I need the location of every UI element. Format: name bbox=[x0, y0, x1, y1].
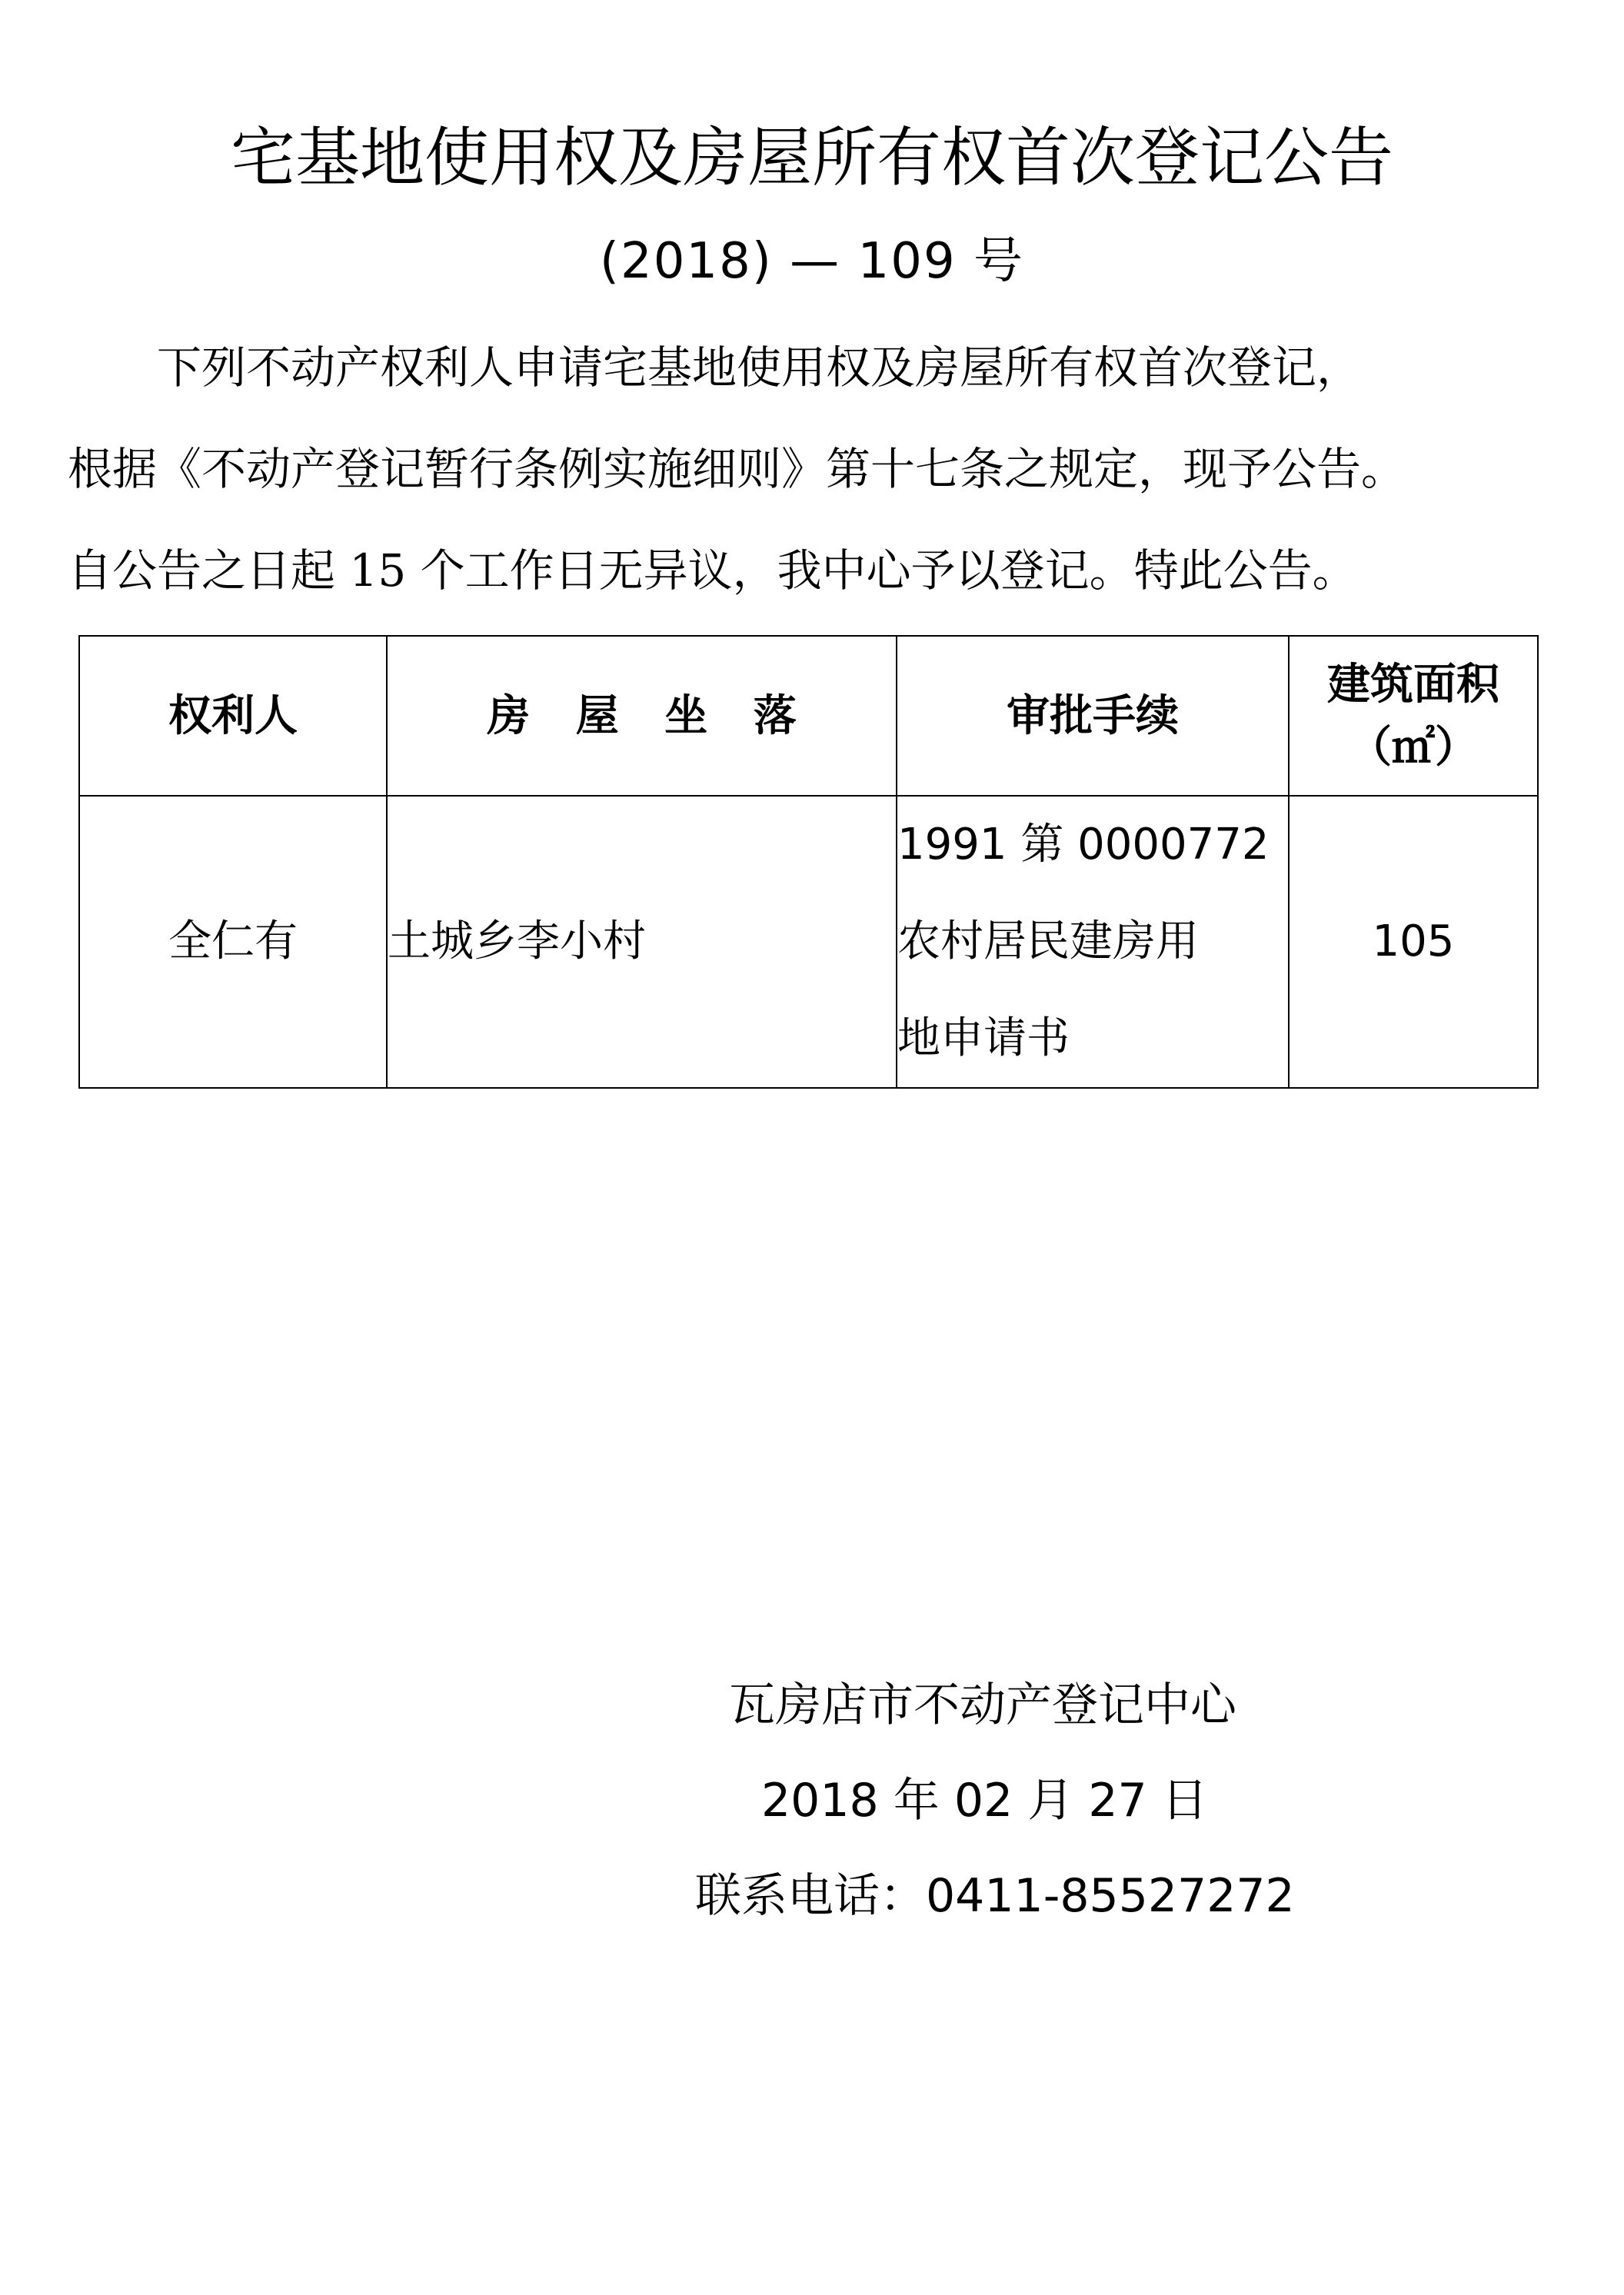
notice-paragraph bbox=[68, 317, 1575, 621]
notice-title: 宅基地使用权及房屋所有权首次登记公告 bbox=[230, 120, 1393, 195]
header-area bbox=[1289, 636, 1538, 796]
registration-table bbox=[78, 635, 1539, 1089]
cell-location: 土城乡李小村 bbox=[387, 796, 897, 1088]
approval-line-3: 地申请书 bbox=[897, 1013, 1070, 1063]
paragraph-line-2: 根据《不动产登记暂行条例实施细则》第十七条之规定，现予公告。 bbox=[68, 443, 1406, 495]
header-location bbox=[387, 636, 897, 796]
footer-contact: 联系电话：0411-85527272 bbox=[695, 1869, 1295, 1923]
table-row bbox=[79, 796, 1538, 1088]
footer-date: 2018 年 02 月 27 日 bbox=[761, 1774, 1208, 1828]
paragraph-line-3: 自公告之日起 15 个工作日无异议，我中心予以登记。特此公告。 bbox=[68, 544, 1357, 597]
table-header-row bbox=[79, 636, 1538, 796]
footer-organization: 瓦房店市不动产登记中心 bbox=[729, 1678, 1236, 1732]
approval-line-1: 1991 第 0000772 bbox=[897, 820, 1270, 870]
header-approval: 审批手续 bbox=[897, 636, 1289, 796]
header-area-label: 建筑面积 bbox=[1327, 659, 1499, 710]
paragraph-line-1: 下列不动产权利人申请宅基地使用权及房屋所有权首次登记， bbox=[157, 341, 1362, 394]
approval-line-2: 农村居民建房用 bbox=[897, 916, 1199, 966]
cell-holder: 全仁有 bbox=[79, 796, 387, 1088]
header-area-unit: （㎡） bbox=[1349, 722, 1478, 773]
cell-approval bbox=[897, 796, 1289, 1088]
header-holder: 权利人 bbox=[79, 636, 387, 796]
cell-area: 105 bbox=[1289, 796, 1538, 1088]
notice-number: (2018) — 109 号 bbox=[600, 233, 1024, 290]
header-location-label: 房 屋 坐 落 bbox=[487, 690, 797, 741]
